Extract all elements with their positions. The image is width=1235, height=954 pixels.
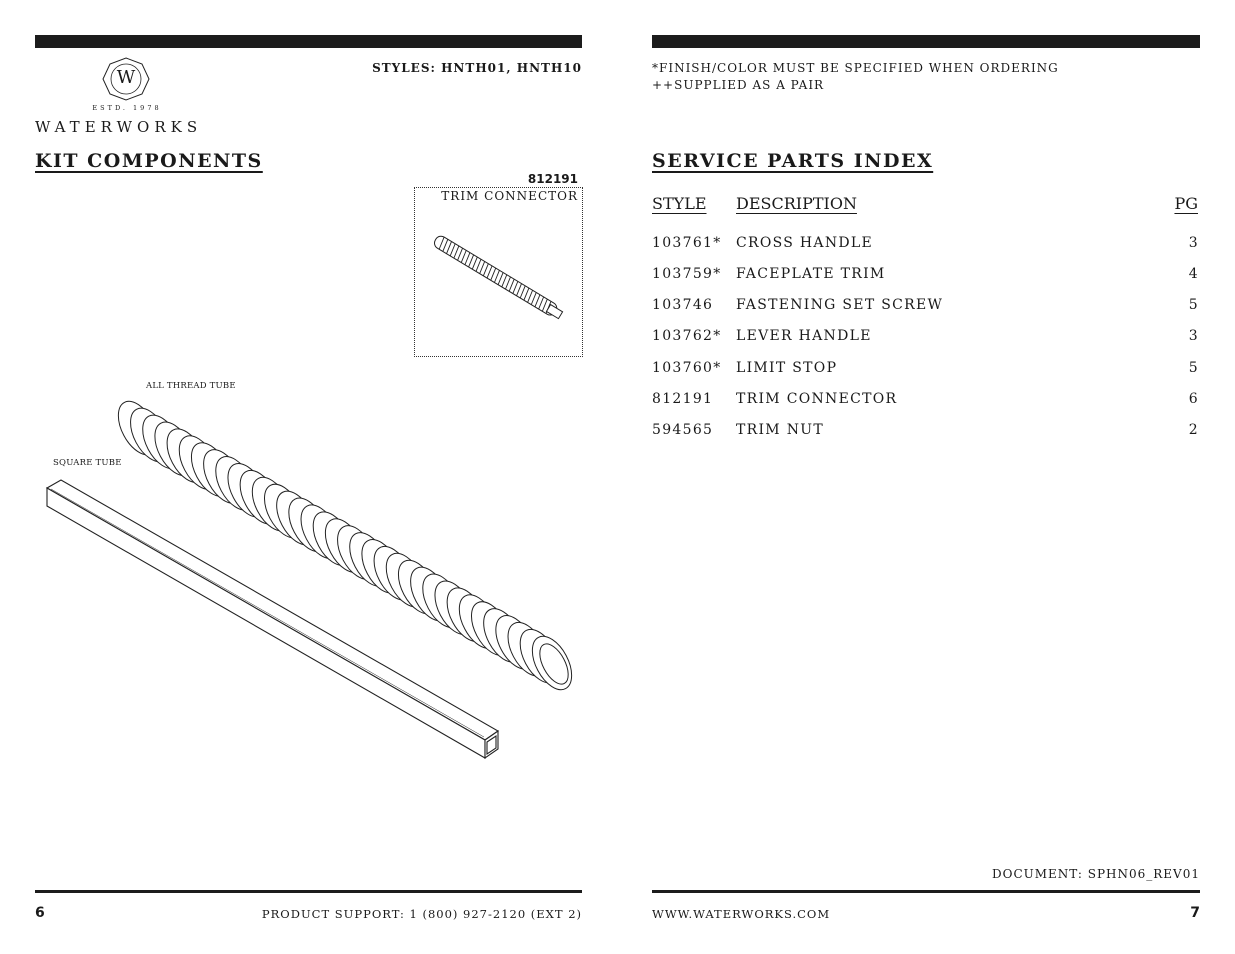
trim-connector-name: TRIM CONNECTOR	[441, 189, 578, 203]
website-link[interactable]: WWW.WATERWORKS.COM	[652, 907, 831, 921]
note-supplied-pair: ++SUPPLIED AS A PAIR	[652, 78, 825, 92]
row-pg: 3	[1188, 235, 1199, 251]
right-footer-rule	[652, 890, 1200, 893]
row-description: TRIM NUT	[736, 422, 824, 438]
product-support: PRODUCT SUPPORT: 1 (800) 927-2120 (EXT 2)	[261, 907, 582, 921]
row-style: 103762*	[652, 328, 722, 344]
right-header-bar	[652, 35, 1200, 48]
logo-monogram: W	[116, 67, 136, 88]
note-finish-color: *FINISH/COLOR MUST BE SPECIFIED WHEN ORDERING	[652, 61, 1059, 75]
row-description: CROSS HANDLE	[736, 235, 874, 251]
table-header-description: DESCRIPTION	[736, 194, 857, 213]
trim-connector-illustration	[420, 225, 580, 335]
square-tube-label: SQUARE TUBE	[53, 458, 122, 468]
row-pg: 6	[1188, 391, 1199, 407]
row-pg: 3	[1188, 328, 1199, 344]
square-tube-illustration	[40, 475, 510, 765]
row-style: 812191	[652, 391, 714, 407]
row-pg: 2	[1188, 422, 1199, 438]
row-description: TRIM CONNECTOR	[736, 391, 898, 407]
row-pg: 4	[1188, 266, 1199, 282]
row-style: 103761*	[652, 235, 722, 251]
row-style: 594565	[652, 422, 714, 438]
row-description: FACEPLATE TRIM	[736, 266, 886, 282]
row-style: 103760*	[652, 360, 722, 376]
document-id: DOCUMENT: SPHN06_REV01	[992, 867, 1200, 881]
kit-components-title: KIT COMPONENTS	[35, 150, 263, 172]
row-description: FASTENING SET SCREW	[736, 297, 944, 313]
left-footer-rule	[35, 890, 582, 893]
service-parts-index-title: SERVICE PARTS INDEX	[652, 150, 934, 172]
waterworks-logo	[35, 55, 225, 140]
row-description: LEVER HANDLE	[736, 328, 872, 344]
trim-connector-part-number: 812191	[527, 172, 578, 186]
row-pg: 5	[1188, 297, 1199, 313]
row-style: 103759*	[652, 266, 722, 282]
square-tube-drawing	[47, 480, 498, 758]
table-header-style: STYLE	[652, 194, 707, 213]
left-header-bar	[35, 35, 582, 48]
left-page-number: 6	[35, 905, 45, 921]
right-page-number: 7	[1190, 905, 1200, 921]
styles-label: STYLES: HNTH01, HNTH10	[372, 61, 582, 75]
logo-established: ESTD. 1978	[92, 104, 162, 112]
table-header-pg: PG	[1174, 194, 1198, 213]
logo-wordmark: WATERWORKS	[35, 118, 203, 136]
row-pg: 5	[1188, 360, 1199, 376]
row-style: 103746	[652, 297, 714, 313]
row-description: LIMIT STOP	[736, 360, 838, 376]
trim-connector-drawing	[432, 234, 564, 320]
all-thread-tube-label: ALL THREAD TUBE	[146, 381, 236, 391]
